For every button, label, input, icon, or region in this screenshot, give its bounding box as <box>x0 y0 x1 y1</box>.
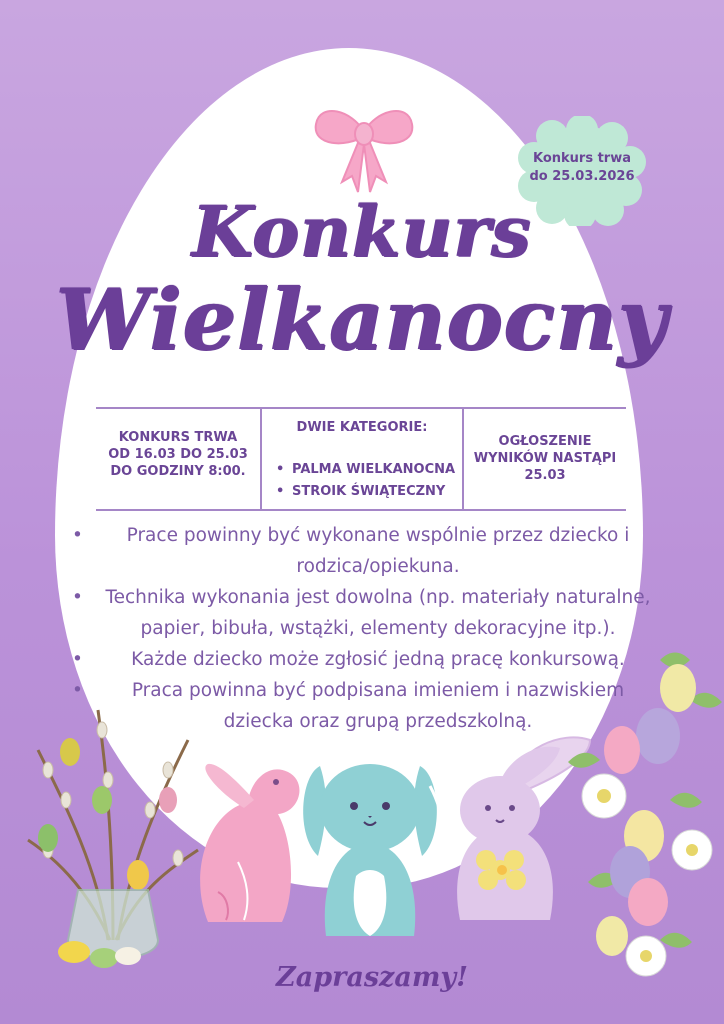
bullet-icon: • <box>72 649 83 670</box>
title-line-1: Konkurs <box>192 190 532 273</box>
categories-heading: DWIE KATEGORIE: <box>296 420 428 435</box>
duration-line-2: OD 16.03 DO 25.03 <box>108 447 248 462</box>
bow-icon <box>312 104 416 194</box>
easter-egg-flower-garland <box>560 640 724 990</box>
rule-item <box>70 520 660 582</box>
category-item: • PALMA WIELKANOCNA <box>276 459 455 481</box>
results-line-3: 25.03 <box>524 468 566 483</box>
bullet-icon: • <box>72 525 83 546</box>
blue-bunny <box>290 756 450 946</box>
footer-invitation: Zapraszamy! <box>276 962 468 993</box>
rule-line: Praca powinna być podpisana imieniem i nazwiskiem <box>131 680 625 701</box>
bullet-icon: • <box>72 587 83 608</box>
badge-line-1: Konkurs trwa <box>532 151 631 166</box>
rule-line: dziecka oraz grupą przedszkolną. <box>223 711 533 732</box>
rule-line: Prace powinny być wykonane wspólnie przez dziecko i <box>126 525 630 546</box>
results-line-1: OGŁOSZENIE <box>498 434 592 449</box>
rule-line: rodzica/opiekuna. <box>296 556 460 577</box>
duration-column <box>96 409 262 509</box>
categories-list <box>276 459 455 503</box>
rule-line: Każde dziecko może zgłosić jedną pracę konkursową. <box>131 649 625 670</box>
bullet-icon: • <box>72 680 83 701</box>
duration-line-1: KONKURS TRWA <box>118 430 238 445</box>
info-table <box>96 407 626 511</box>
categories-column <box>262 409 464 509</box>
rule-line: papier, bibuła, wstążki, elementy dekoracyjne itp.). <box>140 618 616 639</box>
results-line-2: WYNIKÓW NASTĄPI <box>473 451 617 466</box>
results-column <box>464 409 626 509</box>
duration-line-3: DO GODZINY 8:00. <box>110 464 246 479</box>
category-item: • STROIK ŚWIĄTECZNY <box>276 481 455 503</box>
rule-line: Technika wykonania jest dowolna (np. materiały naturalne, <box>105 587 651 608</box>
badge-line-2: do 25.03.2026 <box>529 169 635 184</box>
rule-item <box>70 582 660 644</box>
title-line-2: Wielkanocny <box>56 270 668 369</box>
date-badge <box>512 150 652 186</box>
